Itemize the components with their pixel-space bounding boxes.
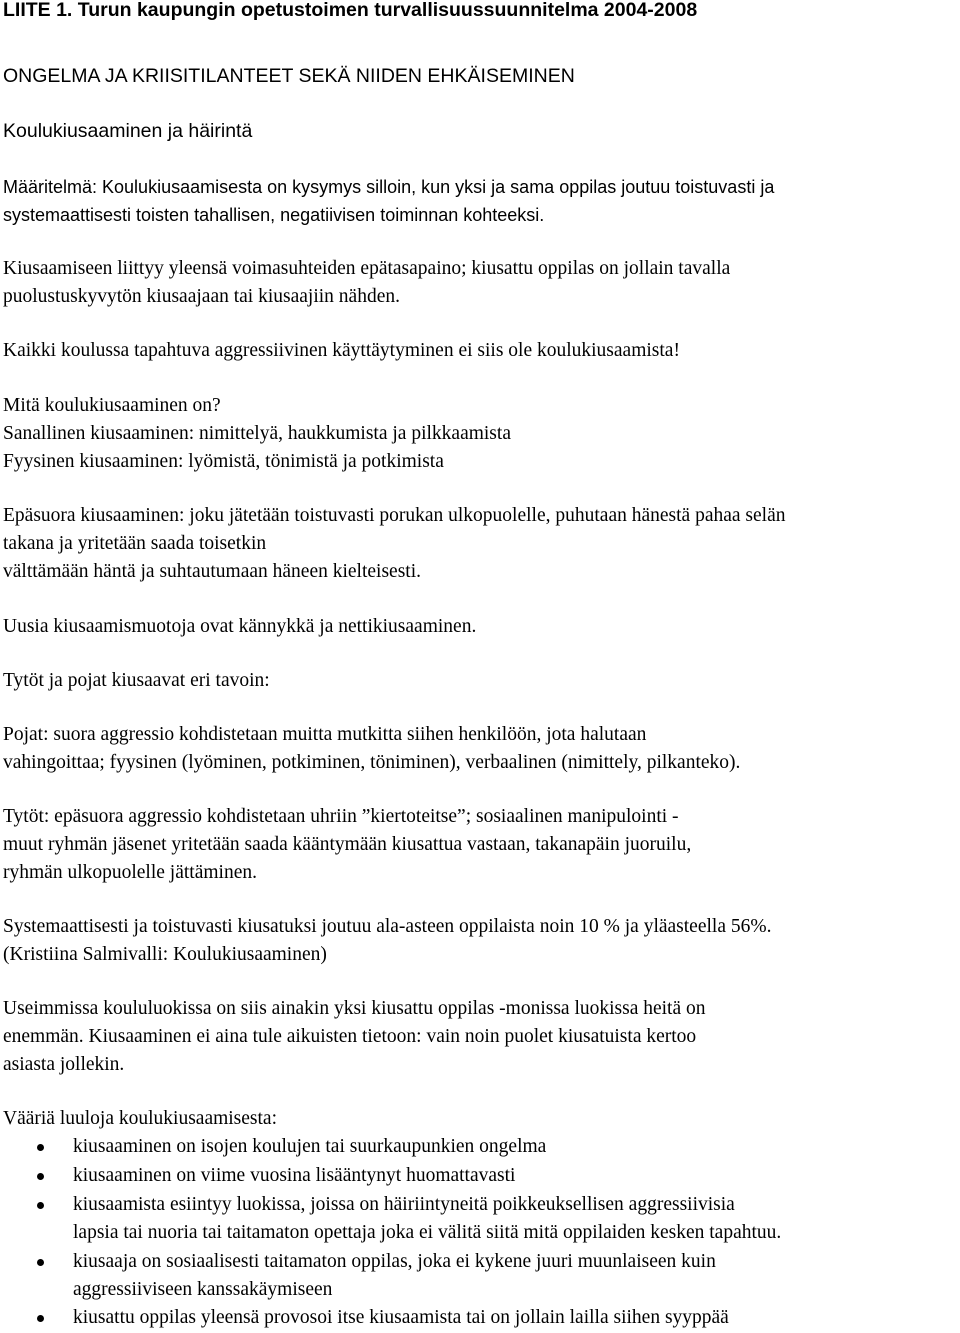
bullet-icon (37, 1144, 44, 1151)
new-forms: Uusia kiusaamismuotoja ovat kännykkä ja nettikiusaaminen. (3, 616, 477, 637)
not-all-aggression: Kaikki koulussa tapahtuva aggressiivinen käyttäytyminen ei siis ole koulukiusaamista! (3, 340, 680, 361)
myths-heading: Vääriä luuloja koulukiusaamisesta: (3, 1108, 278, 1129)
list-item-text: kiusaaminen on isojen koulujen tai suurkaupunkien ongelma (73, 1136, 547, 1157)
classrooms-line-2: enemmän. Kiusaaminen ei aina tule aikuisten tietoon: vain noin puolet kiusatuista kertoo (3, 1026, 697, 1047)
girls-line-1: Tytöt: epäsuora aggressio kohdistetaan uhriin ”kiertoteitse”; sosiaalinen manipulointi - (3, 806, 679, 827)
list-item-text: kiusattu oppilas yleensä provosoi itse kiusaamista tai on jollain lailla siihen syyppää (73, 1307, 729, 1328)
list-item-text: aggressiiviseen kanssakäymiseen (73, 1279, 333, 1300)
physical-bullying: Fyysinen kiusaaminen: lyömistä, tönimistä ja potkimista (3, 451, 444, 472)
list-item-text: kiusaaminen on viime vuosina lisääntynyt huomattavasti (73, 1165, 516, 1186)
stats-line-1: Systemaattisesti ja toistuvasti kiusatuksi joutuu ala-asteen oppilaista noin 10 % ja yläasteella 56%. (3, 916, 772, 937)
imbalance-line-2: puolustuskyvytön kiusaajaan tai kiusaajiin nähden. (3, 286, 400, 307)
bullet-icon (37, 1202, 44, 1209)
list-item-text: kiusaaja on sosiaalisesti taitamaton oppilas, joka ei kykene juuri muunlaiseen kuin (73, 1251, 716, 1272)
bullet-icon (37, 1173, 44, 1180)
gender-intro: Tytöt ja pojat kiusaavat eri tavoin: (3, 670, 270, 691)
classrooms-line-3: asiasta jollekin. (3, 1054, 125, 1075)
definition-line-2: systemaattisesti toisten tahallisen, negatiivisen toiminnan kohteeksi. (3, 205, 545, 225)
imbalance-line-1: Kiusaamiseen liittyy yleensä voimasuhteiden epätasapaino; kiusattu oppilas on jollain tavalla (3, 258, 731, 279)
definition-line-1: Määritelmä: Koulukiusaamisesta on kysymys silloin, kun yksi ja sama oppilas joutuu toistuvasti ja (3, 177, 775, 197)
verbal-bullying: Sanallinen kiusaaminen: nimittelyä, haukkumista ja pilkkaamista (3, 423, 511, 444)
bullet-icon (37, 1259, 44, 1266)
subsection-heading: Koulukiusaaminen ja häirintä (3, 120, 253, 142)
list-item-text: lapsia tai nuoria tai taitamaton opettaja joka ei välitä siitä mitä oppilaiden kesken tapahtuu. (73, 1222, 782, 1243)
what-is-question: Mitä koulukiusaaminen on? (3, 395, 221, 416)
indirect-line-1: Epäsuora kiusaaminen: joku jätetään toistuvasti porukan ulkopuolelle, puhutaan hänestä pahaa selän (3, 505, 786, 526)
section-heading: ONGELMA JA KRIISITILANTEET SEKÄ NIIDEN EHKÄISEMINEN (3, 65, 575, 87)
classrooms-line-1: Useimmissa koululuokissa on siis ainakin yksi kiusattu oppilas -monissa luokissa heitä on (3, 998, 706, 1019)
boys-line-1: Pojat: suora aggressio kohdistetaan muitta mutkitta siihen henkilöön, jota halutaan (3, 724, 647, 745)
document-title: LIITE 1. Turun kaupungin opetustoimen turvallisuussuunnitelma 2004-2008 (3, 0, 698, 21)
stats-source: (Kristiina Salmivalli: Koulukiusaaminen) (3, 944, 327, 965)
indirect-line-2: takana ja yritetään saada toisetkin (3, 533, 267, 554)
list-item-text: kiusaamista esiintyy luokissa, joissa on häiriintyneitä poikkeuksellisen aggressiivisia (73, 1194, 735, 1215)
girls-line-3: ryhmän ulkopuolelle jättäminen. (3, 862, 257, 883)
indirect-line-3: välttämään häntä ja suhtautumaan häneen kielteisesti. (3, 561, 422, 582)
boys-line-2: vahingoittaa; fyysinen (lyöminen, potkiminen, töniminen), verbaalinen (nimittely, pilkanteko). (3, 752, 741, 773)
bullet-icon (37, 1315, 44, 1322)
girls-line-2: muut ryhmän jäsenet yritetään saada kääntymään kiusattua vastaan, takanapäin juoruilu, (3, 834, 692, 855)
